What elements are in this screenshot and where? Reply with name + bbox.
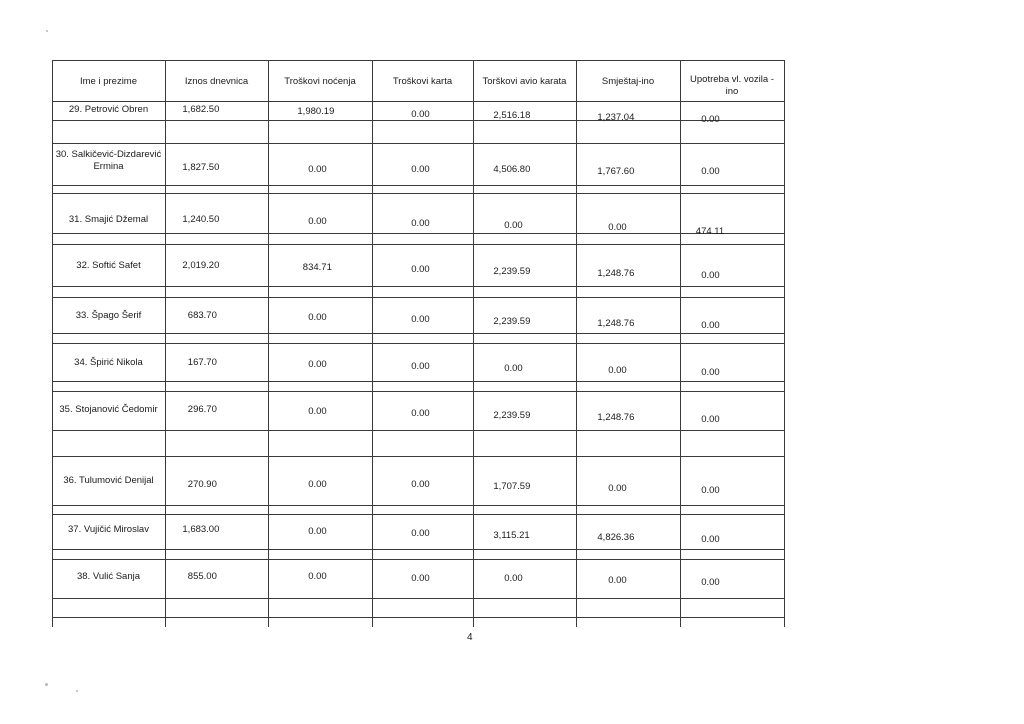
table-rule	[52, 286, 784, 287]
amount-cell: 0.00	[701, 114, 720, 125]
amount-cell: 0.00	[608, 483, 627, 494]
column-header: Troškovi karta	[392, 76, 453, 87]
amount-cell: 0.00	[411, 109, 430, 120]
amount-cell: 0.00	[701, 166, 720, 177]
amount-cell: 3,115.21	[493, 530, 530, 541]
table-rule	[52, 233, 784, 234]
amount-cell: 1,980.19	[297, 106, 335, 117]
amount-cell: 0.00	[308, 312, 327, 323]
amount-cell: 1,248.76	[597, 412, 635, 423]
amount-cell: 0.00	[308, 571, 327, 582]
amount-cell: 0.00	[308, 406, 327, 417]
amount-cell: 4,506.80	[493, 164, 531, 175]
amount-cell: 167.70	[187, 357, 217, 368]
table-rule	[52, 505, 784, 506]
table-rule	[52, 244, 784, 245]
column-header: Ime i prezime	[79, 76, 137, 87]
page-number: 4	[467, 632, 473, 643]
table-rule	[52, 559, 784, 560]
amount-cell: 2,239.59	[493, 316, 531, 327]
amount-cell: 0.00	[504, 573, 523, 584]
amount-cell: 0.00	[608, 575, 627, 586]
table-rule	[52, 456, 784, 457]
scan-speck	[45, 683, 48, 686]
scan-speck	[76, 690, 78, 692]
amount-cell: 2,239.59	[493, 266, 531, 277]
amount-cell: 834.71	[302, 262, 332, 273]
table-rule	[52, 101, 784, 102]
table-rule	[52, 343, 784, 344]
table-rule	[52, 391, 784, 392]
amount-cell: 0.00	[701, 414, 720, 425]
person-name: 37. Vujičić Miroslav	[68, 524, 149, 535]
amount-cell: 0.00	[411, 314, 430, 325]
table-rule	[52, 193, 784, 194]
amount-cell: 2,239.59	[493, 410, 531, 421]
amount-cell: 1,682.50	[182, 104, 220, 115]
amount-cell: 0.00	[701, 577, 720, 588]
person-name: 33. Špago Šerif	[75, 310, 142, 321]
amount-cell: 474.11	[695, 226, 725, 237]
amount-cell: 0.00	[504, 220, 523, 231]
amount-cell: 1,240.50	[182, 214, 220, 225]
table-rule	[52, 143, 784, 144]
table-rule	[52, 60, 784, 61]
amount-cell: 0.00	[701, 320, 720, 331]
table-rule	[52, 185, 784, 186]
table-rule	[52, 381, 784, 382]
table-rule	[52, 598, 784, 599]
amount-cell: 0.00	[308, 479, 327, 490]
amount-cell: 0.00	[411, 218, 430, 229]
amount-cell: 855.00	[187, 571, 217, 582]
amount-cell: 0.00	[411, 573, 430, 584]
table-rule	[52, 297, 784, 298]
amount-cell: 1,683.00	[182, 524, 220, 535]
amount-cell: 0.00	[608, 222, 627, 233]
amount-cell: 1,248.76	[597, 318, 635, 329]
amount-cell: 0.00	[308, 164, 327, 175]
person-name: 35. Stojanović Čedomir	[59, 404, 158, 415]
amount-cell: 0.00	[504, 363, 523, 374]
column-header: Torškovi avio karata	[482, 76, 567, 87]
column-header: Upotreba vl. vozila - ino	[690, 74, 774, 97]
amount-cell: 1,237.04	[597, 112, 635, 123]
column-header: Iznos dnevnica	[184, 76, 249, 87]
person-name: 34. Špirić Nikola	[74, 357, 143, 368]
table-rule	[784, 60, 785, 627]
table-rule	[52, 549, 784, 550]
amount-cell: 683.70	[187, 310, 217, 321]
table-rule	[52, 120, 784, 121]
amount-cell: 2,516.18	[493, 110, 531, 121]
person-name: 36. Tulumović Denijal	[63, 475, 154, 486]
amount-cell: 1,767.60	[597, 166, 635, 177]
amount-cell: 0.00	[308, 526, 327, 537]
amount-cell: 0.00	[411, 164, 430, 175]
person-name: 29. Petrović Obren	[68, 104, 149, 115]
amount-cell: 0.00	[411, 528, 430, 539]
amount-cell: 0.00	[701, 534, 720, 545]
amount-cell: 0.00	[701, 270, 720, 281]
amount-cell: 0.00	[308, 216, 327, 227]
amount-cell: 270.90	[187, 479, 217, 490]
amount-cell: 0.00	[411, 361, 430, 372]
amount-cell: 1,707.59	[493, 481, 531, 492]
person-name: 30. Salkičević-Dizdarević Ermina	[55, 149, 162, 172]
table-rule	[52, 617, 784, 618]
amount-cell: 1,248.76	[597, 268, 635, 279]
table-rule	[52, 514, 784, 515]
column-header: Smještaj-ino	[601, 76, 655, 87]
column-header: Troškovi noćenja	[284, 76, 356, 87]
person-name: 38. Vulić Sanja	[76, 571, 141, 582]
scan-speck	[46, 30, 48, 32]
amount-cell: 0.00	[308, 359, 327, 370]
table-rule	[52, 333, 784, 334]
amount-cell: 0.00	[701, 485, 720, 496]
person-name: 32. Softić Safet	[76, 260, 141, 271]
person-name: 31. Smajić Džemal	[68, 214, 149, 225]
amount-cell: 296.70	[187, 404, 217, 415]
amount-cell: 0.00	[701, 367, 720, 378]
amount-cell: 0.00	[411, 408, 430, 419]
amount-cell: 2,019.20	[182, 260, 220, 271]
amount-cell: 0.00	[608, 365, 627, 376]
amount-cell: 0.00	[411, 264, 430, 275]
amount-cell: 4,826.36	[597, 532, 635, 543]
amount-cell: 0.00	[411, 479, 430, 490]
amount-cell: 1,827.50	[182, 162, 220, 173]
table-rule	[52, 430, 784, 431]
